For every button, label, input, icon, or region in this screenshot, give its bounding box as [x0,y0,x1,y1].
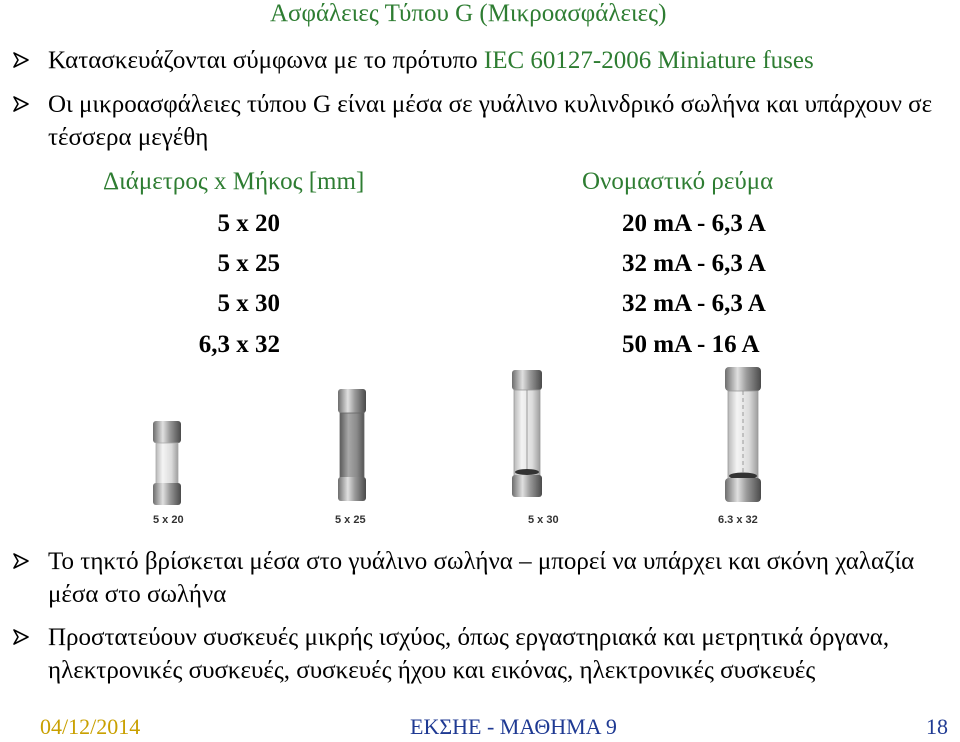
standard-name: IEC 60127-2006 Miniature fuses [483,47,814,74]
arrow-bullet-icon [12,552,30,570]
footer-page-number: 18 [926,714,948,739]
arrow-bullet-icon [12,628,30,646]
bullet-sizes [12,88,952,154]
fuse-5x30-image [512,370,542,497]
table-header-current: Ονομαστικό ρεύμα [582,168,774,195]
bullet-standard [12,44,952,77]
table-cell-size: 5 x 30 [217,290,280,317]
footer-date: 04/12/2014 [40,714,141,739]
arrow-bullet-icon [12,95,30,113]
fuse-label: 5 x 30 [528,514,559,526]
table-cell-current: 32 mA - 6,3 A [622,250,766,277]
footer-course: ΕΚΣΗΕ - ΜΑΘΗΜΑ 9 [410,714,617,739]
bullet-text: Οι μικροασφάλειες τύπου G είναι μέσα σε γυάλινο κυλινδρικό σωλήνα και υπάρχουν σε τέσσερα μεγέθη [48,91,933,151]
fuse-label: 6.3 x 32 [718,514,758,526]
table-cell-current: 20 mA - 6,3 A [622,210,766,237]
fuse-label: 5 x 20 [153,514,184,526]
table-header-size: Διάμετρος x Μήκος [mm] [103,168,365,195]
table-cell-size: 6,3 x 32 [198,331,280,358]
table-cell-size: 5 x 25 [217,250,280,277]
table-cell-size: 5 x 20 [217,210,280,237]
bullet-text: Κατασκευάζονται σύμφωνα με το πρότυπο [48,47,484,74]
bullet-element [12,545,952,611]
arrow-bullet-icon [12,51,30,69]
table-cell-current: 50 mA - 16 A [622,331,760,358]
fuse-illustrations [140,365,790,515]
bullet-applications [12,621,952,687]
fuse-5x25-image [338,389,366,501]
table-cell-current: 32 mA - 6,3 A [622,290,766,317]
fuse-label: 5 x 25 [335,514,366,526]
page-title: Ασφάλειες Τύπου G (Μικροασφάλειες) [270,0,667,27]
bullet-text: Προστατεύουν συσκευές μικρής ισχύος, όπως εργαστηριακά και μετρητικά όργανα, ηλεκτρονικές συσκευές, συσκευές ήχου και εικόνας, ηλεκτρονικές συσκευές [48,624,890,684]
fuse-6.3x32-image [725,367,761,502]
fuse-5x20-image [153,421,181,505]
bullet-text: Το τηκτό βρίσκεται μέσα στο γυάλινο σωλήνα – μπορεί να υπάρχει και σκόνη χαλαζία μέσα στο σωλήνα [48,548,915,608]
